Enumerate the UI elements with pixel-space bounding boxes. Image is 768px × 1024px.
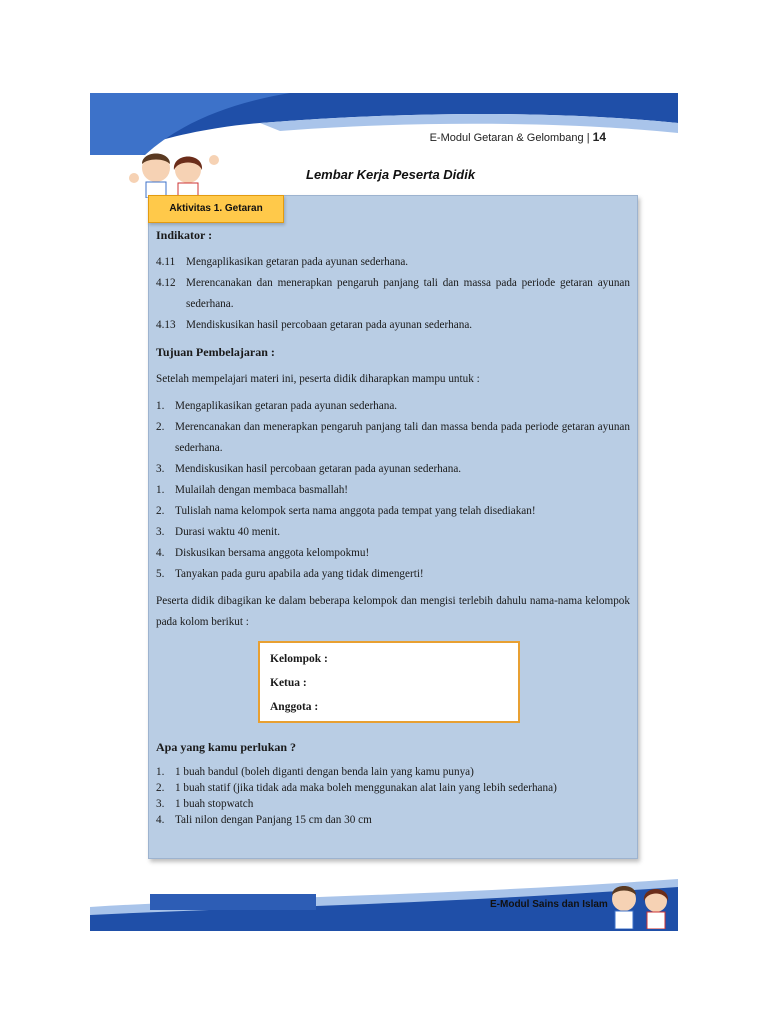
group-box-area [156,633,630,731]
tujuan-intro: Setelah mempelajari materi ini, peserta didik diharapkan mampu untuk : [156,373,480,385]
activity-content [156,225,630,828]
list-item: 3. Durasi waktu 40 menit. [156,526,281,538]
footer-label: E-Modul Sains dan Islam [490,899,608,910]
header-wave-band [90,93,678,155]
kelompok-label: Kelompok : [270,653,328,665]
header-page-number: 14 [592,130,606,144]
document-page [90,93,678,931]
list-item: 1. Mengaplikasikan getaran pada ayunan sederhana. [156,400,398,412]
children-illustration [128,148,228,198]
list-item: 1. 1 buah bandul (boleh diganti dengan benda lain yang kamu punya) [156,766,474,778]
worksheet-title: Lembar Kerja Peserta Didik [306,167,476,182]
list-item: 3. Mendiskusikan hasil percobaan getaran pada ayunan sederhana. [156,463,462,475]
anggota-label: Anggota : [270,701,319,713]
list-item: 1. Mulailah dengan membaca basmallah! [156,484,349,496]
activity-tab: Aktivitas 1. Getaran [148,195,284,223]
list-item: 4. Tali nilon dengan Panjang 15 cm dan 30 cm [156,814,372,826]
tujuan-heading: Tujuan Pembelajaran : [156,345,275,359]
ketua-label: Ketua : [270,677,307,689]
list-item: 2. Merencanakan dan menerapkan pengaruh panjang tali dan massa benda pada periode getaran ayunan sederhana. [156,421,630,454]
list-item: 3. 1 buah stopwatch [156,798,254,810]
list-item: 2. Tulislah nama kelompok serta nama anggota pada tempat yang telah disediakan! [156,505,536,517]
group-intro: Peserta didik dibagikan ke dalam beberapa kelompok dan mengisi terlebih dahulu nama-nama kelompok pada kolom berikut : [156,595,630,628]
footer-blue-bar [150,894,316,910]
header-module: E-Modul Getaran & Gelombang [429,132,584,144]
list-item: 4.11 Mengaplikasikan getaran pada ayunan sederhana. [156,256,409,268]
header-text: E-Modul Getaran & Gelombang | 14 [429,130,606,144]
indikator-heading: Indikator : [156,228,213,242]
list-item: 2. 1 buah statif (jika tidak ada maka boleh menggunakan alat lain yang lebih sederhana) [156,782,557,794]
list-item: 4.13 Mendiskusikan hasil percobaan getaran pada ayunan sederhana. [156,319,473,331]
list-item: 4. Diskusikan bersama anggota kelompokmu! [156,547,370,559]
list-item: 5. Tanyakan pada guru apabila ada yang tidak dimengerti! [156,568,424,580]
list-item: 4.12 Merencanakan dan menerapkan pengaruh panjang tali dan massa pada periode getaran ayunan sederhana. [156,277,630,310]
children-illustration-footer [600,881,678,929]
perlukan-heading: Apa yang kamu perlukan ? [156,740,297,754]
group-info-box [258,641,520,723]
